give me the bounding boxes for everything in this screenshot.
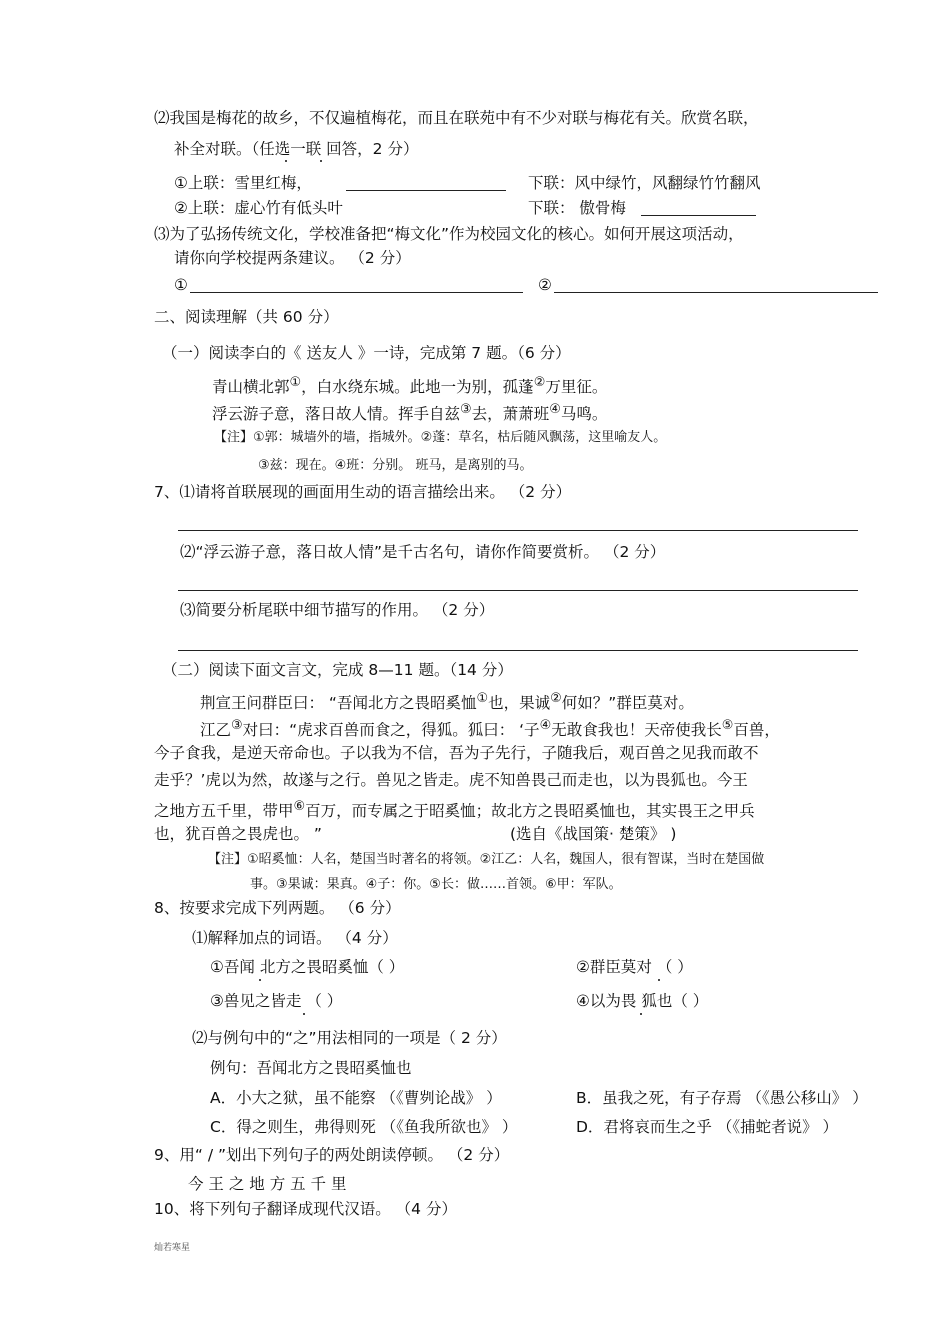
question-7-1: 7、⑴请将首联展现的画面用生动的语言描绘出来。 （2 分）	[154, 483, 572, 501]
couplet-1-upper: ①上联：雪里红梅，	[174, 174, 312, 192]
question-8-title: 8、按要求完成下列两题。 （6 分）	[154, 899, 401, 917]
suggestion-2-marker: ②	[538, 276, 552, 294]
question-8-sub-2: ⑵与例句中的“之”用法相同的一项是（ 2 分）	[192, 1029, 507, 1047]
emphasis-dot	[658, 979, 660, 981]
question-3-prompt-line1: ⑶为了弘扬传统文化，学校准备把“梅文化”作为校园文化的核心。如何开展这项活动，	[154, 225, 744, 243]
question-2-prompt-line2: 补全对联。（任选一联 回答，2 分）	[174, 140, 419, 158]
option-a[interactable]: A．小大之狱，虽不能察 （《曹刿论战》 ）	[210, 1089, 502, 1107]
classical-text-source: (选自《战国策· 楚策》 )	[510, 825, 677, 843]
question-9-sentence: 今 王 之 地 方 五 千 里	[188, 1175, 347, 1193]
classical-text-line-6: 也，犹百兽之畏虎也。 ”	[154, 825, 322, 843]
question-3-prompt-line2: 请你向学校提两条建议。 （2 分）	[174, 249, 411, 267]
option-b[interactable]: B．虽我之死，有子存焉 （《愚公移山》 ）	[576, 1089, 868, 1107]
suggestion-2-blank[interactable]	[554, 292, 878, 293]
answer-line-7-2[interactable]	[178, 590, 858, 591]
emphasis-dot	[285, 160, 287, 162]
classical-text-line-2: 江乙③对曰：“虎求百兽而食之，得狐。狐曰： ‘子④无敢食我也！天帝使我长⑤百兽，	[200, 718, 780, 740]
couplet-2-upper: ②上联：虚心竹有低头叶	[174, 199, 343, 217]
answer-line-7-1[interactable]	[178, 530, 858, 531]
section-2-title: 二、阅读理解（共 60 分）	[154, 308, 339, 326]
couplet-1-answer-blank[interactable]	[346, 190, 506, 191]
emphasis-dot	[320, 160, 322, 162]
classical-text-line-5: 之地方五千里，带甲⑥百万，而专属之于昭奚恤；故北方之畏昭奚恤也，其实畏王之甲兵	[154, 799, 755, 821]
couplet-2-answer-blank[interactable]	[641, 215, 756, 216]
poem-note-1: 【注】①郭：城墙外的墙，指城外。②蓬：草名，枯后随风飘荡，这里喻友人。	[214, 430, 667, 445]
emphasis-dot	[640, 1013, 642, 1015]
suggestion-1-blank[interactable]	[190, 292, 523, 293]
couplet-2-lower: 下联： 傲骨梅	[528, 199, 626, 217]
question-9-title: 9、用“ / ”划出下列句子的两处朗读停顿。 （2 分）	[154, 1146, 510, 1164]
suggestion-1-marker: ①	[174, 276, 188, 294]
classical-text-line-4: 走乎？’虎以为然，故遂与之行。兽见之皆走。虎不知兽畏己而走也，以为畏狐也。今王	[154, 771, 748, 789]
question-8-item-2: ②群臣莫对 （ ）	[576, 958, 693, 976]
emphasis-dot	[303, 1013, 305, 1015]
couplet-1-lower: 下联：风中绿竹，风翻绿竹竹翻风	[528, 174, 761, 192]
question-2-prompt-line1: ⑵我国是梅花的故乡，不仅遍植梅花，而且在联苑中有不少对联与梅花有关。欣赏名联，	[154, 109, 759, 127]
answer-line-7-3[interactable]	[178, 650, 858, 651]
question-7-3: ⑶简要分析尾联中细节描写的作用。 （2 分）	[180, 601, 495, 619]
question-8-sub-1: ⑴解释加点的词语。 （4 分）	[192, 929, 398, 947]
poem-line-2: 浮云游子意，落日故人情。挥手自兹③去，萧萧班④马鸣。	[212, 402, 608, 424]
question-8-item-3: ③兽见之皆走 （ ）	[210, 992, 343, 1010]
classical-text-line-3: 今子食我，是逆天帝命也。子以我为不信，吾为子先行，子随我后，观百兽之见我而敢不	[154, 744, 759, 762]
question-10-title: 10、将下列句子翻译成现代汉语。 （4 分）	[154, 1200, 457, 1218]
option-c[interactable]: C．得之则生，弗得则死 （《鱼我所欲也》 ）	[210, 1118, 518, 1136]
question-8-item-1: ①吾闻 北方之畏昭奚恤（ ）	[210, 958, 405, 976]
option-d[interactable]: D．君将哀而生之乎 （《捕蛇者说》 ）	[576, 1118, 839, 1136]
poem-note-2: ③兹：现在。④班：分别。 班马，是离别的马。	[258, 458, 533, 473]
emphasis-dot	[259, 979, 261, 981]
part-2-title: （二）阅读下面文言文，完成 8—11 题。（14 分）	[162, 661, 513, 679]
classical-note-1: 【注】①昭奚恤：人名，楚国当时著名的将领。②江乙：人名，魏国人，很有智谋，当时在楚国做	[208, 852, 765, 867]
poem-line-1: 青山横北郭①，白水绕东城。此地一为别，孤蓬②万里征。	[212, 375, 608, 397]
question-8-item-4: ④以为畏 狐也（ ）	[576, 992, 709, 1010]
question-7-2: ⑵“浮云游子意，落日故人情”是千古名句，请你作简要赏析。 （2 分）	[180, 543, 666, 561]
classical-text-line-1: 荆宣王问群臣曰： “吾闻北方之畏昭奚恤①也，果诚②何如？”群臣莫对。	[200, 691, 694, 713]
page-footer: 灿若寒星	[154, 1243, 191, 1253]
part-1-title: （一）阅读李白的《 送友人 》一诗，完成第 7 题。（6 分）	[162, 344, 571, 362]
classical-note-2: 事。③果诚：果真。④子：你。⑤长：做……首领。⑥甲：军队。	[250, 877, 622, 892]
example-sentence: 例句：吾闻北方之畏昭奚恤也	[210, 1059, 412, 1077]
